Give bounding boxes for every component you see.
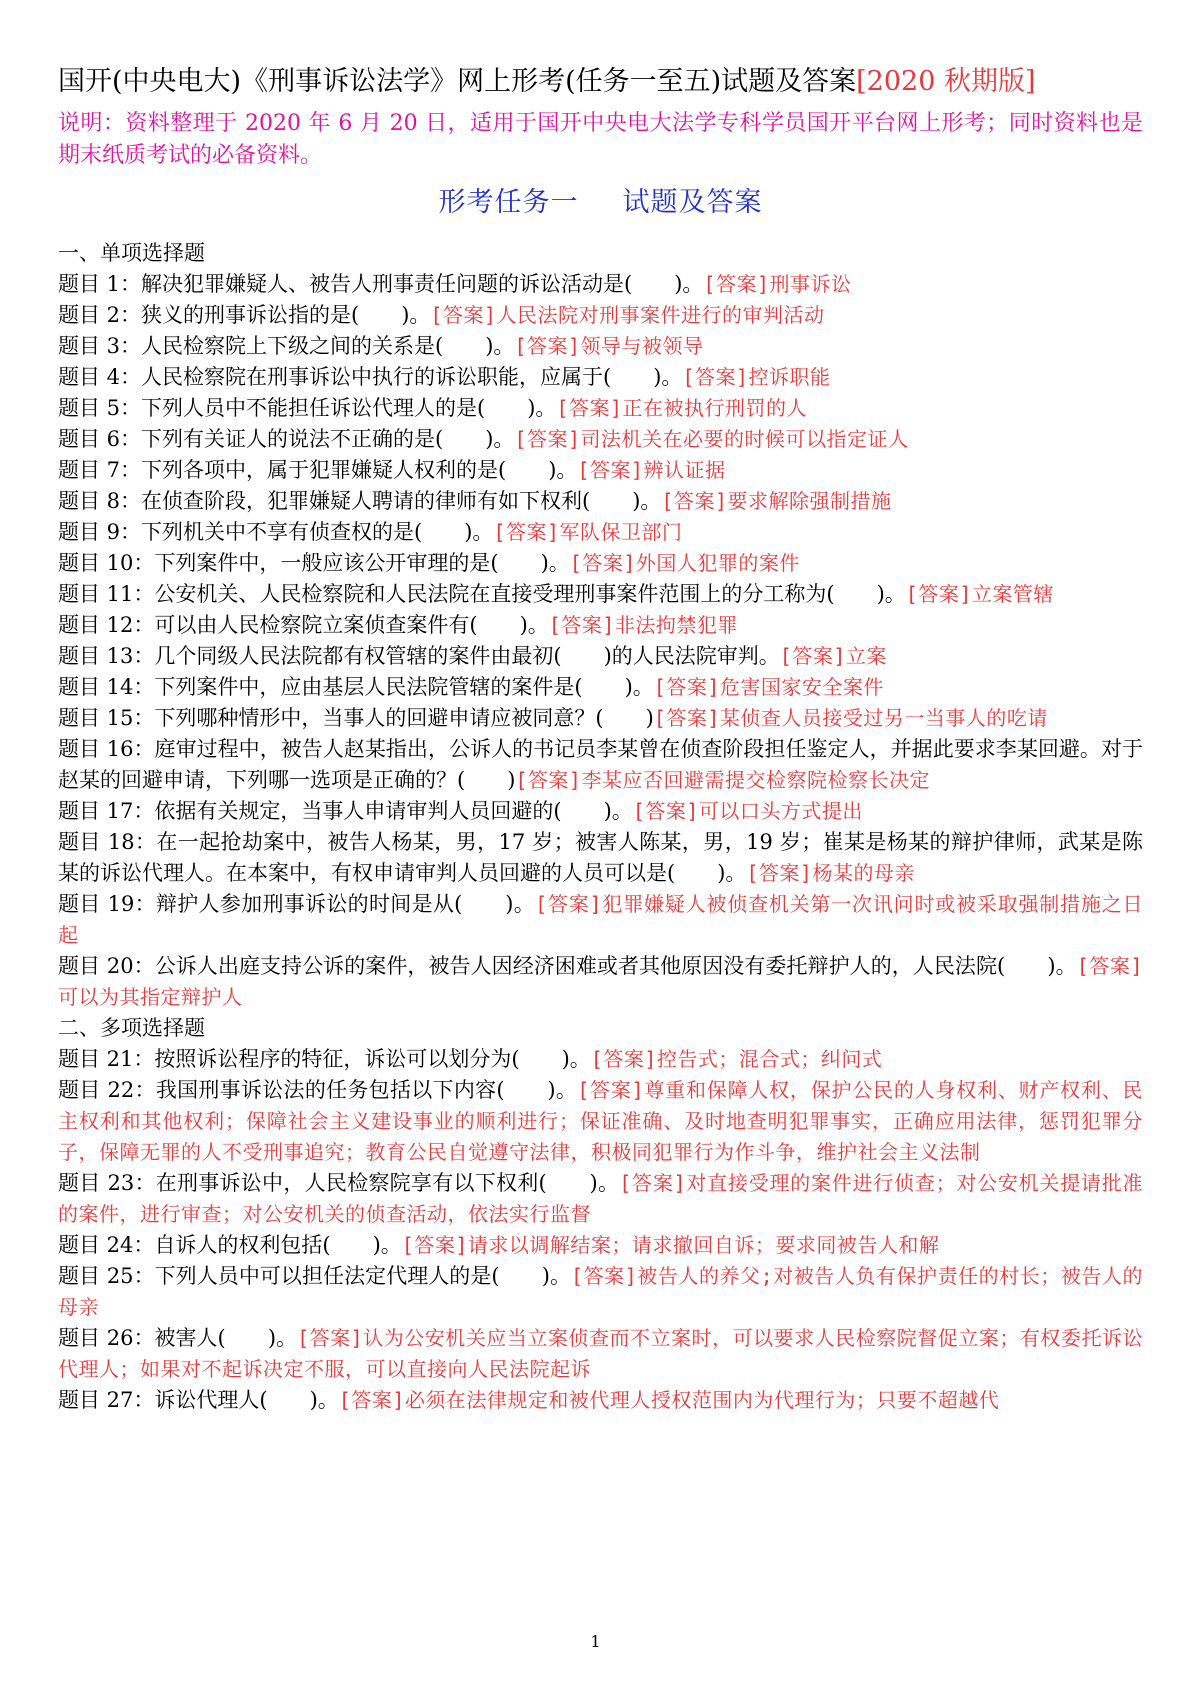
answer-text: [答案]辨认证据: [577, 458, 726, 482]
question-text: 题目 4：人民检察院在刑事诉讼中执行的诉讼职能，应属于( )。: [58, 365, 683, 389]
question-item: [58, 424, 1143, 455]
task-heading-right: 试题及答案: [622, 187, 763, 218]
question-item: [58, 1230, 1143, 1261]
question-item: [58, 827, 1143, 889]
question-text: 题目 8：在侦查阶段，犯罪嫌疑人聘请的律师有如下权利( )。: [58, 489, 662, 513]
question-item: [58, 610, 1143, 641]
question-item: [58, 1385, 1143, 1416]
question-item: [58, 486, 1143, 517]
question-text: 题目 15：下列哪种情形中，当事人的回避申请应被同意？( ): [58, 706, 654, 730]
question-item: [58, 300, 1143, 331]
answer-text: [答案]人民法院对刑事案件进行的审判活动: [430, 303, 825, 327]
question-item: [58, 641, 1143, 672]
answer-text: [答案]立案管辖: [905, 582, 1054, 606]
title-text: 国开(中央电大)《刑事诉讼法学》网上形考(任务一至五)试题及答案: [58, 66, 857, 97]
answer-text: [答案]尊重和保障人权，保护公民的人身权利、财产权利、民主权利和其他权利；保障社会主义建设事业的顺利进行；保证准确、及时地查明犯罪事实，正确应用法律，惩罚犯罪分子，保障无罪的人不受刑事追究；教育公民自觉遵守法律，积极同犯罪行为作斗争，维护社会主义法制: [58, 1078, 1143, 1164]
question-text: 题目 26：被害人( )。: [58, 1326, 298, 1350]
answer-text: [答案]被告人的养父;对被告人负有保护责任的村长；被告人的母亲: [58, 1264, 1143, 1319]
question-item: [58, 548, 1143, 579]
question-item: [58, 703, 1143, 734]
question-text: 题目 27：诉讼代理人( )。: [58, 1388, 339, 1412]
question-text: 题目 25：下列人员中可以担任法定代理人的是( )。: [58, 1264, 572, 1288]
question-item: [58, 455, 1143, 486]
answer-text: [答案]杨某的母亲: [746, 861, 915, 885]
question-item: [58, 796, 1143, 827]
question-text: 题目 12：可以由人民检察院立案侦查案件有( )。: [58, 613, 549, 637]
question-item: [58, 331, 1143, 362]
question-text: 题目 9：下列机关中不享有侦查权的是( )。: [58, 520, 494, 544]
question-text: 题目 19：辩护人参加刑事诉讼的时间是从( )。: [58, 892, 536, 916]
question-item: [58, 951, 1143, 1013]
answer-text: [答案]司法机关在必要的时候可以指定证人: [514, 427, 909, 451]
question-text: 题目 3：人民检察院上下级之间的关系是( )。: [58, 334, 515, 358]
question-item: [58, 362, 1143, 393]
question-item: [58, 517, 1143, 548]
question-text: 题目 22：我国刑事诉讼法的任务包括以下内容( )。: [58, 1078, 578, 1102]
document-title: [58, 62, 1143, 102]
title-edition: [2020 秋期版]: [856, 66, 1036, 97]
question-text: 题目 18：在一起抢劫案中，被告人杨某，男，17 岁；被害人陈某，男，19 岁；崔某是杨某的辩护律师，武某是陈某的诉讼代理人。在本案中，有权申请审判人员回避的人员可以是( )。: [58, 830, 1143, 885]
question-text: 题目 17：依据有关规定，当事人申请审判人员回避的( )。: [58, 799, 633, 823]
document-note: 说明：资料整理于 2020 年 6 月 20 日，适用于国开中央电大法学专科学员国开平台网上形考；同时资料也是期末纸质考试的必备资料。: [58, 111, 1143, 168]
task-heading: [58, 182, 1143, 224]
question-text: 题目 6：下列有关证人的说法不正确的是( )。: [58, 427, 515, 451]
page-number: 1: [590, 1632, 601, 1651]
question-text: 题目 7：下列各项中，属于犯罪嫌疑人权利的是( )。: [58, 458, 578, 482]
answer-text: [答案]对直接受理的案件进行侦查；对公安机关提请批准的案件，进行审查；对公安机关的侦查活动，依法实行监督: [58, 1171, 1143, 1226]
question-text: 题目 20：公诉人出庭支持公诉的案件，被告人因经济困难或者其他原因没有委托辩护人的，人民法院( )。: [58, 954, 1077, 978]
question-item: [58, 672, 1143, 703]
answer-text: [答案]危害国家安全案件: [653, 675, 884, 699]
question-text: 题目 1：解决犯罪嫌疑人、被告人刑事责任问题的诉讼活动是( )。: [58, 272, 704, 296]
answer-text: [答案]可以为其指定辩护人: [58, 954, 1143, 1009]
question-sections: [58, 238, 1143, 1416]
answer-text: [答案]某侦查人员接受过另一当事人的吃请: [653, 706, 1048, 730]
question-text: 题目 23：在刑事诉讼中，人民检察院享有以下权利( )。: [58, 1171, 620, 1195]
task-heading-left: 形考任务一: [438, 187, 579, 218]
answer-text: [答案]控诉职能: [682, 365, 831, 389]
answer-text: [答案]控告式；混合式；纠问式: [590, 1047, 883, 1071]
question-item: [58, 1168, 1143, 1230]
question-item: [58, 269, 1143, 300]
answer-text: [答案]必须在法律规定和被代理人授权范围内为代理行为；只要不超越代: [338, 1388, 1000, 1412]
answer-text: [答案]外国人犯罪的案件: [569, 551, 800, 575]
question-text: 题目 16：庭审过程中，被告人赵某指出，公诉人的书记员李某曾在侦查阶段担任鉴定人，并据此要求李某回避。对于赵某的回避申请，下列哪一选项是正确的？( ): [58, 737, 1143, 792]
answer-text: [答案]军队保卫部门: [493, 520, 683, 544]
answer-text: [答案]正在被执行刑罚的人: [556, 396, 808, 420]
section-title: 二、多项选择题: [58, 1016, 205, 1040]
answer-text: [答案]立案: [779, 644, 887, 668]
question-item: [58, 1261, 1143, 1323]
question-item: [58, 1075, 1143, 1168]
answer-text: [答案]李某应否回避需提交检察院检察长决定: [515, 768, 930, 792]
question-item: [58, 1323, 1143, 1385]
answer-text: [答案]请求以调解结案；请求撤回自诉；要求同被告人和解: [401, 1233, 940, 1257]
question-text: 题目 24：自诉人的权利包括( )。: [58, 1233, 402, 1257]
question-text: 题目 21：按照诉讼程序的特征，诉讼可以划分为( )。: [58, 1047, 591, 1071]
answer-text: [答案]领导与被领导: [514, 334, 704, 358]
question-text: 题目 14：下列案件中，应由基层人民法院管辖的案件是( )。: [58, 675, 654, 699]
section-title: 一、单项选择题: [58, 241, 205, 265]
answer-text: [答案]可以口头方式提出: [632, 799, 863, 823]
question-item: [58, 393, 1143, 424]
answer-text: [答案]犯罪嫌疑人被侦查机关第一次讯问时或被采取强制措施之日起: [58, 892, 1143, 947]
question-text: 题目 2：狭义的刑事诉讼指的是( )。: [58, 303, 431, 327]
page-content: [58, 62, 1143, 1416]
question-item: [58, 734, 1143, 796]
question-item: [58, 889, 1143, 951]
answer-text: [答案]非法拘禁犯罪: [548, 613, 738, 637]
question-text: 题目 13：几个同级人民法院都有权管辖的案件由最初( )的人民法院审判。: [58, 644, 780, 668]
answer-text: [答案]要求解除强制措施: [661, 489, 892, 513]
question-text: 题目 10：下列案件中，一般应该公开审理的是( )。: [58, 551, 570, 575]
question-text: 题目 11：公安机关、人民检察院和人民法院在直接受理刑事案件范围上的分工称为( )。: [58, 582, 906, 606]
question-text: 题目 5：下列人员中不能担任诉讼代理人的是( )。: [58, 396, 557, 420]
answer-text: [答案]刑事诉讼: [703, 272, 852, 296]
answer-text: [答案]认为公安机关应当立案侦查而不立案时，可以要求人民检察院督促立案；有权委托诉讼代理人；如果对不起诉决定不服，可以直接向人民法院起诉: [58, 1326, 1143, 1381]
question-item: [58, 579, 1143, 610]
question-item: [58, 1044, 1143, 1075]
